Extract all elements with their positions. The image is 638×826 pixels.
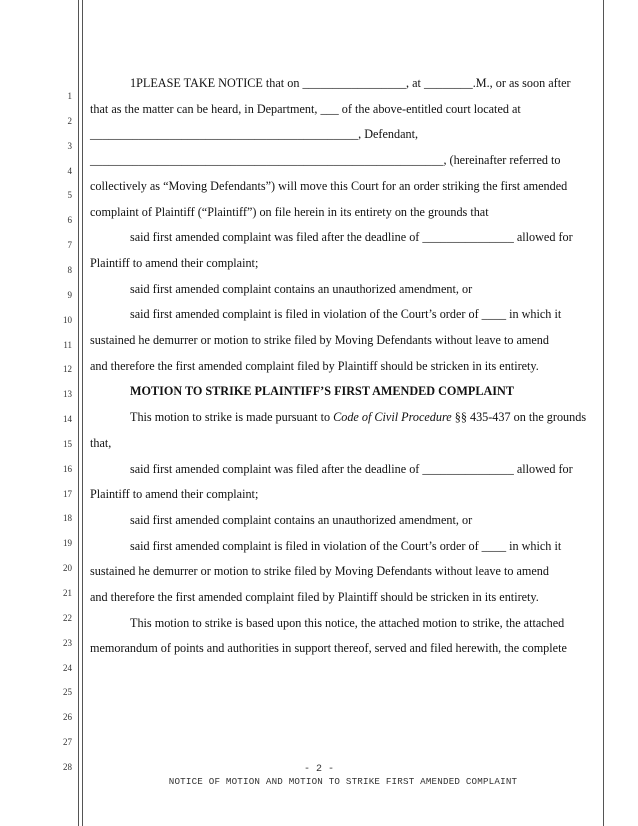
line-number: 18 bbox=[63, 513, 72, 524]
line-number: 28 bbox=[63, 761, 72, 772]
line-number: 3 bbox=[67, 140, 72, 151]
left-margin-rule-inner bbox=[82, 0, 83, 826]
body-text-line: Plaintiff to amend their complaint; bbox=[90, 255, 259, 270]
body-text-line: sustained he demurrer or motion to strike filed by Moving Defendants without leave to amend bbox=[90, 564, 549, 579]
body-text-line: collectively as “Moving Defendants”) will move this Court for an order striking the first amended bbox=[90, 178, 568, 193]
body-text-line: that as the matter can be heard, in Department, ___ of the above-entitled court located at bbox=[90, 101, 521, 116]
line-number: 7 bbox=[67, 240, 72, 251]
line-number: 19 bbox=[63, 538, 72, 549]
body-text-line: and therefore the first amended complaint filed by Plaintiff should be stricken in its entirety. bbox=[90, 590, 539, 604]
line-number: 6 bbox=[67, 215, 72, 226]
line-number: 2 bbox=[67, 115, 72, 126]
body-text-line: 1PLEASE TAKE NOTICE that on _________________, at ________.M., or as soon after bbox=[130, 76, 571, 90]
text-segment: §§ 435-437 on the grounds bbox=[451, 410, 587, 425]
body-text-line: said first amended complaint was filed after the deadline of _______________ allowed for bbox=[130, 461, 573, 476]
line-number: 22 bbox=[63, 612, 72, 623]
left-margin-rule-outer bbox=[78, 0, 79, 826]
body-text-line: sustained he demurrer or motion to strike filed by Moving Defendants without leave to amend bbox=[90, 333, 549, 347]
line-number: 13 bbox=[63, 389, 72, 400]
body-text-line: and therefore the first amended complaint filed by Plaintiff should be stricken in its entirety. bbox=[90, 358, 539, 373]
right-margin-rule bbox=[603, 0, 604, 826]
line-number: 14 bbox=[63, 414, 72, 425]
body-text-line: said first amended complaint is filed in violation of the Court’s order of ____ in which it bbox=[130, 307, 562, 322]
line-number: 25 bbox=[63, 687, 72, 698]
body-text-line: This motion to strike is based upon this notice, the attached motion to strike, the attached bbox=[130, 615, 565, 630]
line-number: 21 bbox=[63, 588, 72, 598]
line-number: 11 bbox=[63, 339, 72, 350]
line-number: 27 bbox=[63, 737, 72, 748]
line-number: 20 bbox=[63, 563, 72, 574]
line-number: 26 bbox=[63, 712, 72, 723]
section-heading: MOTION TO STRIKE PLAINTIFF’S FIRST AMENDED COMPLAINT bbox=[130, 384, 514, 399]
body-text-line: __________________________________________________________, (hereinafter referred to bbox=[90, 153, 561, 168]
line-number: 12 bbox=[63, 364, 72, 375]
body-text-line: said first amended complaint contains an unauthorized amendment, or bbox=[130, 281, 473, 296]
page-number: - 2 - bbox=[303, 764, 334, 775]
line-number: 9 bbox=[67, 289, 72, 300]
text-segment: This motion to strike is made pursuant to bbox=[130, 410, 334, 425]
body-text-line: complaint of Plaintiff (“Plaintiff”) on file herein in its entirety on the grounds that bbox=[90, 204, 489, 219]
line-number: 1 bbox=[67, 91, 72, 101]
line-number: 8 bbox=[67, 264, 72, 275]
body-text-line: memorandum of points and authorities in support thereof, served and filed herewith, the complete bbox=[90, 641, 567, 656]
body-text-line bbox=[130, 410, 586, 424]
line-number: 5 bbox=[67, 190, 72, 201]
footer-title: NOTICE OF MOTION AND MOTION TO STRIKE FIRST AMENDED COMPLAINT bbox=[168, 776, 518, 787]
line-number: 4 bbox=[67, 165, 72, 176]
body-text-line: Plaintiff to amend their complaint; bbox=[90, 487, 259, 502]
line-number: 10 bbox=[63, 314, 72, 325]
statute-citation: Code of Civil Procedure bbox=[333, 410, 452, 425]
body-text-line: that, bbox=[90, 435, 112, 450]
body-text-line: said first amended complaint contains an unauthorized amendment, or bbox=[130, 512, 473, 527]
body-text-line: ____________________________________________, Defendant, bbox=[90, 127, 419, 142]
line-number: 24 bbox=[63, 662, 72, 673]
line-number: 16 bbox=[63, 463, 72, 474]
line-number: 23 bbox=[63, 637, 72, 648]
line-number: 17 bbox=[63, 488, 72, 499]
body-text-line: said first amended complaint was filed after the deadline of _______________ allowed for bbox=[130, 230, 573, 245]
line-number: 15 bbox=[63, 438, 72, 449]
body-text-line: said first amended complaint is filed in violation of the Court’s order of ____ in which it bbox=[130, 538, 562, 553]
